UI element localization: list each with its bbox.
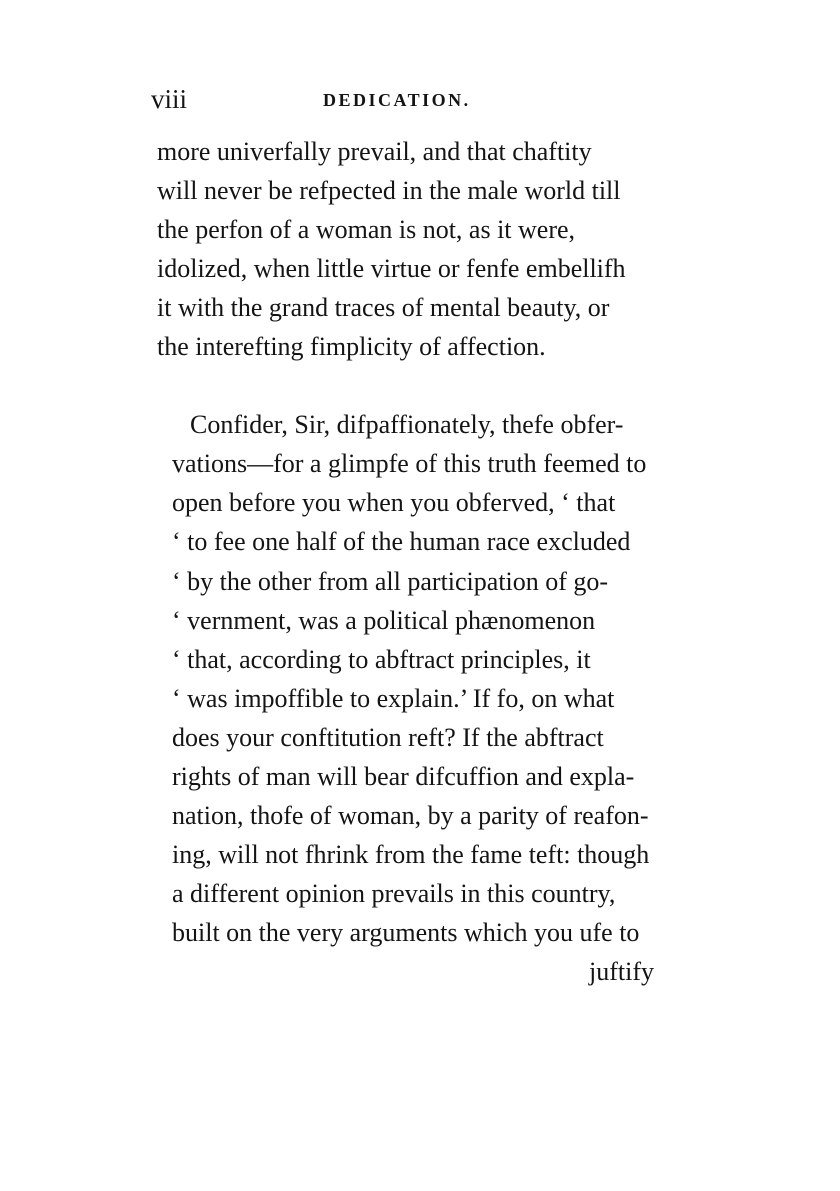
text-line: ‘ was impoffible to explain.’ If fo, on what bbox=[172, 684, 615, 713]
text-line: ing, will not fhrink from the fame teft: though bbox=[172, 840, 650, 869]
text-line: ‘ vernment, was a political phænomenon bbox=[172, 606, 596, 635]
catchword: juftify bbox=[589, 957, 654, 986]
text-line: open before you when you obferved, ‘ that bbox=[172, 488, 616, 517]
text-line: idolized, when little virtue or fenfe embellifh bbox=[157, 254, 626, 283]
text-line: will never be refpected in the male world till bbox=[157, 176, 621, 205]
text-line: it with the grand traces of mental beauty, or bbox=[157, 293, 610, 322]
text-line: nation, thofe of woman, by a parity of reafon- bbox=[172, 801, 649, 830]
text-line: ‘ to fee one half of the human race excluded bbox=[172, 527, 631, 556]
text-line: a different opinion prevails in this country, bbox=[172, 879, 616, 908]
text-line: rights of man will bear difcuffion and expla- bbox=[172, 762, 635, 791]
text-line: the interefting fimplicity of affection. bbox=[157, 332, 546, 361]
text-line: does your conftitution reft? If the abftract bbox=[172, 723, 604, 752]
page-header bbox=[0, 82, 840, 116]
running-head: DEDICATION. bbox=[323, 90, 471, 110]
text-line: built on the very arguments which you ufe to bbox=[172, 918, 640, 947]
text-line: Confider, Sir, difpaffionately, thefe obfer- bbox=[190, 410, 624, 439]
text-line: vations—for a glimpfe of this truth feemed to bbox=[172, 449, 647, 478]
text-line: ‘ by the other from all participation of go- bbox=[172, 567, 609, 596]
text-line: more univerfally prevail, and that chaftity bbox=[157, 137, 592, 166]
text-line: the perfon of a woman is not, as it were, bbox=[157, 215, 576, 244]
page-number: viii bbox=[151, 84, 188, 114]
text-line: ‘ that, according to abftract principles, it bbox=[172, 645, 591, 674]
